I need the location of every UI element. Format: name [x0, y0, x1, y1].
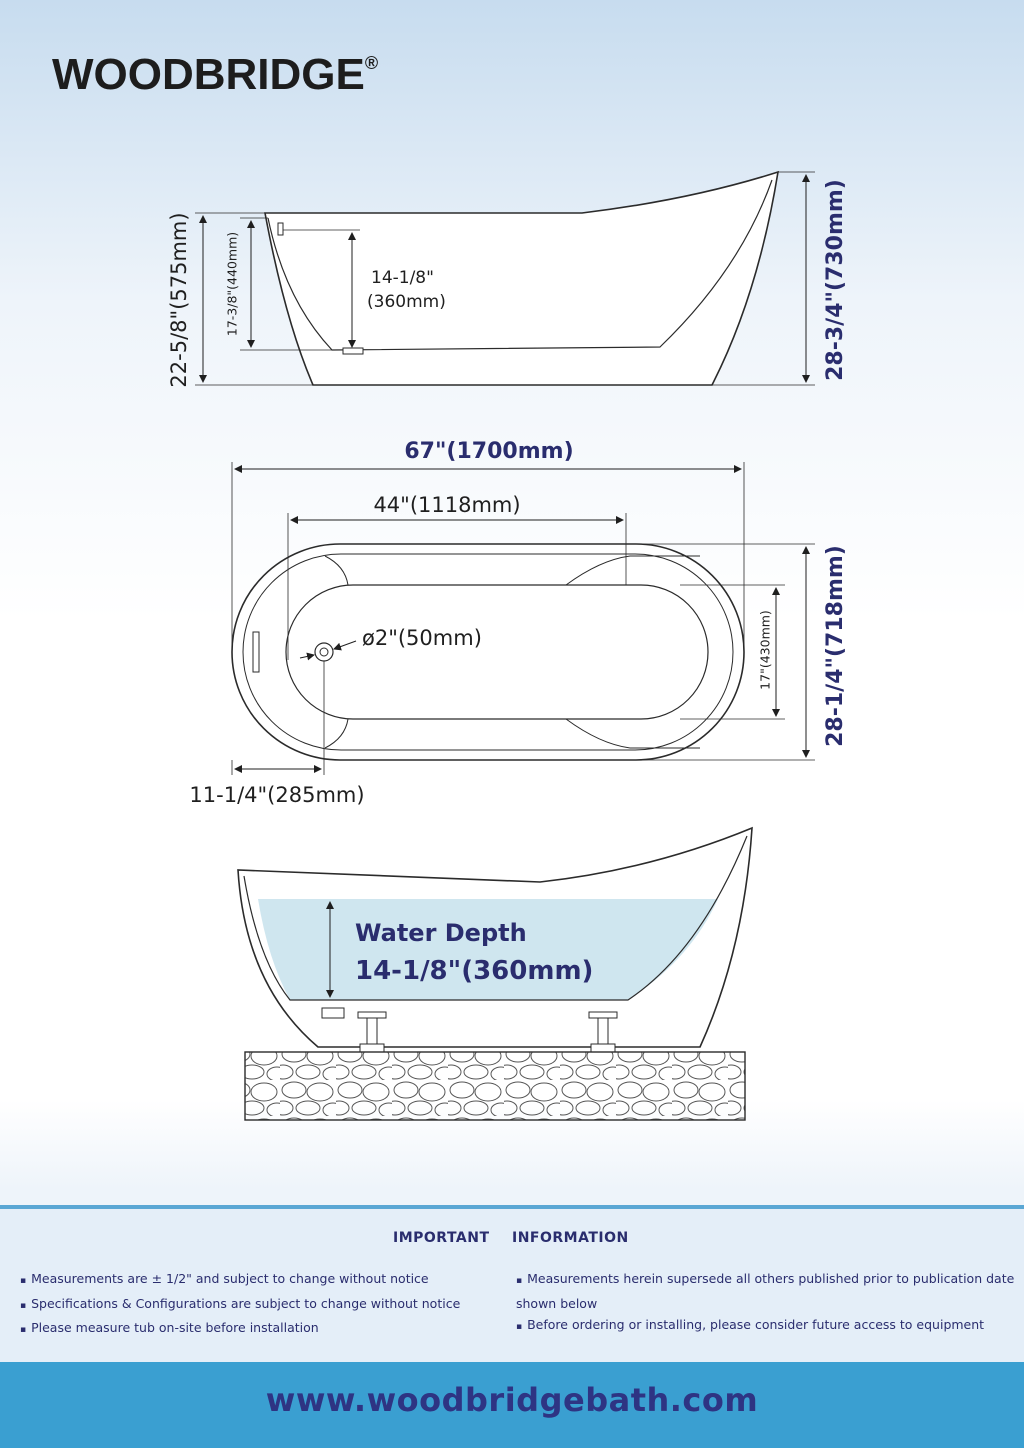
side-view-drain — [343, 348, 363, 354]
note-item: ▪ Measurements are ± 1/2" and subject to change without notice — [20, 1268, 500, 1293]
water-depth-label: Water Depth — [355, 919, 527, 947]
stone-floor — [245, 1052, 745, 1120]
overall-length-label: 67"(1700mm) — [404, 439, 574, 464]
note-item: ▪ Measurements herein supersede all others published prior to publication date shown below — [516, 1268, 1016, 1314]
overall-width-label: 28-1/4"(718mm) — [823, 545, 848, 747]
drain-offset-label: 11-1/4"(285mm) — [189, 783, 365, 807]
overall-height-label: 22-5/8"(575mm) — [167, 212, 191, 388]
top-view — [189, 439, 848, 807]
website-link[interactable]: www.woodbridgebath.com — [265, 1381, 759, 1419]
water-view — [238, 828, 752, 1120]
notes-right-list — [516, 1268, 1016, 1339]
inner-width-label: 17"(430mm) — [757, 610, 773, 690]
top-view-drain-outer — [315, 643, 333, 661]
registered-mark: ® — [364, 53, 379, 74]
note-item: ▪ Before ordering or installing, please consider future access to equipment — [516, 1314, 1016, 1339]
overflow-height-label-2: (360mm) — [367, 292, 446, 312]
note-item: ▪ Specifications & Configurations are subject to change without notice — [20, 1293, 500, 1318]
top-view-basin — [286, 585, 708, 719]
side-view — [167, 172, 848, 388]
inner-length-label: 44"(1118mm) — [373, 493, 521, 517]
water-depth-value: 14-1/8"(360mm) — [355, 956, 594, 986]
side-view-overflow — [278, 223, 283, 235]
overflow-height-label-1: 14-1/8" — [371, 268, 434, 288]
side-view-tub-outline — [265, 172, 778, 385]
brand-name: WOODBRIDGE — [52, 50, 365, 99]
water-view-drain — [322, 1008, 344, 1018]
inner-height-label: 17-3/8"(440mm) — [224, 231, 240, 337]
info-title-right: INFORMATION — [512, 1230, 629, 1246]
back-height-label: 28-3/4"(730mm) — [823, 179, 848, 381]
info-title-left: IMPORTANT — [393, 1230, 490, 1246]
notes-left-list — [20, 1268, 500, 1342]
note-item: ▪ Please measure tub on-site before installation — [20, 1317, 500, 1342]
drain-diameter-label: ø2"(50mm) — [362, 626, 482, 650]
